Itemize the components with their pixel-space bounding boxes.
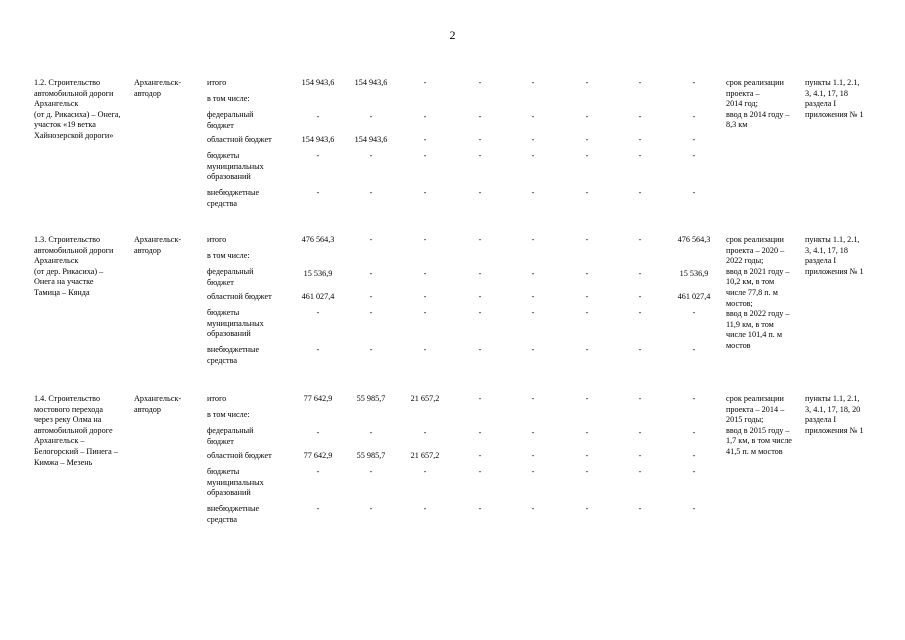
funding-source: итого bbox=[207, 394, 227, 403]
funding-source: внебюджетные средства bbox=[207, 504, 260, 524]
funding-value: - bbox=[423, 269, 427, 278]
funding-value: - bbox=[531, 269, 535, 278]
funding-value: - bbox=[369, 345, 373, 354]
funding-value: 15 536,9 bbox=[303, 269, 333, 278]
funding-value: - bbox=[423, 235, 427, 244]
funding-value: - bbox=[369, 428, 373, 437]
funding-value: - bbox=[585, 292, 589, 301]
funding-value: - bbox=[316, 428, 320, 437]
funding-value: - bbox=[585, 78, 589, 87]
funding-value: - bbox=[423, 112, 427, 121]
funding-value: 476 564,3 bbox=[677, 235, 711, 244]
funding-value: - bbox=[478, 235, 482, 244]
funding-value: 55 985,7 bbox=[356, 451, 386, 460]
funding-value: - bbox=[531, 504, 535, 513]
funding-value: - bbox=[316, 188, 320, 197]
funding-source: бюджеты муниципальных образований bbox=[207, 308, 264, 339]
funding-value: - bbox=[369, 467, 373, 476]
funding-value: - bbox=[478, 451, 482, 460]
funding-value: - bbox=[638, 467, 642, 476]
entry-references: пункты 1.1, 2.1, 3, 4.1, 17, 18, 20 раздела I приложения № 1 bbox=[805, 394, 864, 435]
funding-value: - bbox=[369, 188, 373, 197]
funding-value: 476 564,3 bbox=[301, 235, 335, 244]
funding-value: - bbox=[531, 112, 535, 121]
funding-value: 154 943,6 bbox=[301, 78, 335, 87]
funding-value: - bbox=[478, 188, 482, 197]
funding-value: - bbox=[692, 188, 696, 197]
funding-value: - bbox=[531, 451, 535, 460]
funding-value: - bbox=[478, 467, 482, 476]
funding-value: - bbox=[423, 308, 427, 317]
funding-value: - bbox=[638, 292, 642, 301]
entry-executor: Архангельск- автодор bbox=[134, 235, 182, 255]
funding-value: - bbox=[369, 151, 373, 160]
funding-value: - bbox=[478, 112, 482, 121]
funding-value: - bbox=[638, 394, 642, 403]
funding-source: областной бюджет bbox=[207, 451, 272, 460]
funding-value: - bbox=[585, 151, 589, 160]
entry-name: 1.2. Строительство автомобильной дороги Архангельск (от д. Рикасиха) – Онега, участок «19 ветка Хайнозерской дороги» bbox=[34, 78, 121, 140]
entry-references: пункты 1.1, 2.1, 3, 4.1, 17, 18 раздела I приложения № 1 bbox=[805, 235, 864, 276]
funding-value: - bbox=[692, 504, 696, 513]
funding-value: - bbox=[478, 292, 482, 301]
funding-value: - bbox=[369, 308, 373, 317]
funding-value: - bbox=[423, 292, 427, 301]
funding-value: 461 027,4 bbox=[677, 292, 711, 301]
funding-value: - bbox=[585, 188, 589, 197]
funding-value: - bbox=[478, 504, 482, 513]
funding-value: - bbox=[369, 235, 373, 244]
funding-value: - bbox=[531, 394, 535, 403]
entry-executor: Архангельск- автодор bbox=[134, 394, 182, 414]
funding-value: - bbox=[423, 467, 427, 476]
funding-value: 77 642,9 bbox=[303, 394, 333, 403]
funding-source: бюджеты муниципальных образований bbox=[207, 467, 264, 498]
entry-terms: срок реализации проекта – 2014 – 2015 годы; ввод в 2015 году – 1,7 км, в том числе 41,5 п. м мостов bbox=[726, 394, 792, 456]
funding-value: - bbox=[638, 269, 642, 278]
funding-value: - bbox=[316, 151, 320, 160]
funding-value: - bbox=[531, 235, 535, 244]
funding-value: 154 943,6 bbox=[301, 135, 335, 144]
page-number: 2 bbox=[449, 28, 456, 42]
funding-value: - bbox=[423, 504, 427, 513]
funding-value: - bbox=[478, 345, 482, 354]
funding-value: - bbox=[531, 292, 535, 301]
funding-value: 21 657,2 bbox=[410, 451, 440, 460]
entry-executor: Архангельск- автодор bbox=[134, 78, 182, 98]
funding-value: - bbox=[423, 78, 427, 87]
entry-references: пункты 1.1, 2.1, 3, 4.1, 17, 18 раздела I приложения № 1 bbox=[805, 78, 864, 119]
funding-value: - bbox=[585, 308, 589, 317]
funding-value: - bbox=[316, 112, 320, 121]
funding-value: - bbox=[478, 428, 482, 437]
funding-value: - bbox=[369, 292, 373, 301]
funding-value: - bbox=[585, 504, 589, 513]
funding-value: - bbox=[369, 269, 373, 278]
funding-value: - bbox=[478, 135, 482, 144]
funding-value: - bbox=[692, 394, 696, 403]
funding-value: - bbox=[531, 467, 535, 476]
funding-value: 154 943,6 bbox=[354, 135, 388, 144]
funding-value: - bbox=[692, 428, 696, 437]
funding-value: - bbox=[478, 78, 482, 87]
funding-value: - bbox=[638, 451, 642, 460]
funding-value: - bbox=[531, 78, 535, 87]
funding-value: - bbox=[423, 135, 427, 144]
funding-value: - bbox=[585, 235, 589, 244]
funding-value: - bbox=[638, 345, 642, 354]
funding-value: - bbox=[585, 394, 589, 403]
funding-value: - bbox=[638, 135, 642, 144]
funding-source: областной бюджет bbox=[207, 135, 272, 144]
funding-value: - bbox=[369, 504, 373, 513]
funding-value: - bbox=[585, 428, 589, 437]
funding-value: - bbox=[316, 345, 320, 354]
funding-value: - bbox=[478, 151, 482, 160]
funding-source: внебюджетные средства bbox=[207, 188, 260, 208]
funding-value: 154 943,6 bbox=[354, 78, 388, 87]
funding-value: - bbox=[638, 504, 642, 513]
funding-source: внебюджетные средства bbox=[207, 345, 260, 365]
funding-value: - bbox=[638, 308, 642, 317]
funding-value: - bbox=[478, 394, 482, 403]
funding-value: - bbox=[692, 135, 696, 144]
funding-value: - bbox=[692, 467, 696, 476]
funding-value: - bbox=[692, 112, 696, 121]
funding-value: - bbox=[692, 345, 696, 354]
funding-value: - bbox=[316, 467, 320, 476]
funding-value: - bbox=[585, 451, 589, 460]
funding-source: федеральный бюджет bbox=[207, 110, 254, 130]
funding-value: - bbox=[692, 151, 696, 160]
funding-value: - bbox=[531, 135, 535, 144]
funding-value: 461 027,4 bbox=[301, 292, 335, 301]
funding-value: - bbox=[692, 308, 696, 317]
funding-value: - bbox=[585, 467, 589, 476]
funding-value: - bbox=[423, 428, 427, 437]
funding-source: федеральный бюджет bbox=[207, 426, 254, 446]
funding-value: - bbox=[316, 504, 320, 513]
funding-value: - bbox=[531, 308, 535, 317]
funding-source: федеральный бюджет bbox=[207, 267, 254, 287]
funding-value: - bbox=[585, 135, 589, 144]
funding-value: - bbox=[531, 428, 535, 437]
funding-source: итого bbox=[207, 78, 227, 87]
funding-value: - bbox=[692, 78, 696, 87]
funding-source: в том числе: bbox=[207, 410, 250, 419]
funding-value: - bbox=[638, 151, 642, 160]
funding-value: - bbox=[585, 345, 589, 354]
funding-value: 21 657,2 bbox=[410, 394, 440, 403]
funding-value: - bbox=[638, 235, 642, 244]
funding-value: 77 642,9 bbox=[303, 451, 333, 460]
funding-value: - bbox=[638, 112, 642, 121]
funding-value: - bbox=[531, 345, 535, 354]
funding-value: - bbox=[423, 188, 427, 197]
funding-source: в том числе: bbox=[207, 251, 250, 260]
funding-value: 15 536,9 bbox=[679, 269, 709, 278]
funding-value: - bbox=[638, 78, 642, 87]
funding-value: - bbox=[478, 308, 482, 317]
funding-value: - bbox=[478, 269, 482, 278]
entry-name: 1.3. Строительство автомобильной дороги Архангельск (от дер. Рикасиха) – Онега на участке Тамица – Кянда bbox=[34, 235, 114, 297]
funding-value: - bbox=[531, 151, 535, 160]
funding-source: итого bbox=[207, 235, 227, 244]
funding-value: - bbox=[585, 269, 589, 278]
funding-value: - bbox=[638, 428, 642, 437]
funding-value: - bbox=[585, 112, 589, 121]
funding-source: в том числе: bbox=[207, 94, 250, 103]
funding-value: - bbox=[638, 188, 642, 197]
funding-value: - bbox=[316, 308, 320, 317]
funding-value: 55 985,7 bbox=[356, 394, 386, 403]
entry-name: 1.4. Строительство мостового перехода через реку Олма на автомобильной дороге Архангельск – Белогорский – Пинега – Кимжа – Мезень bbox=[34, 394, 118, 467]
funding-source: областной бюджет bbox=[207, 292, 272, 301]
entry-terms: срок реализации проекта – 2014 год; ввод в 2014 году – 8,3 км bbox=[726, 78, 790, 130]
funding-value: - bbox=[692, 451, 696, 460]
funding-source: бюджеты муниципальных образований bbox=[207, 151, 264, 182]
funding-value: - bbox=[423, 345, 427, 354]
funding-value: - bbox=[531, 188, 535, 197]
funding-value: - bbox=[423, 151, 427, 160]
entry-terms: срок реализации проекта – 2020 – 2022 годы; ввод в 2021 году – 10,2 км, в том числе 77,8 п. м мостов; ввод в 2022 году – 11,9 км, в том числе 101,4 п. м мостов bbox=[726, 235, 790, 350]
funding-value: - bbox=[369, 112, 373, 121]
